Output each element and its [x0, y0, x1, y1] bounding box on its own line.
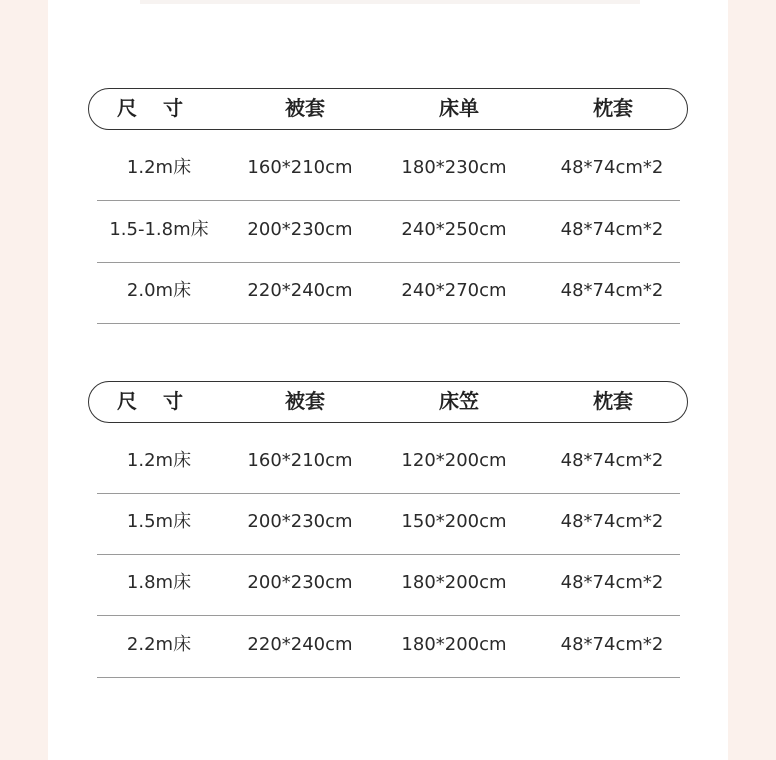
cell-duvet-cover: 160*210cm: [247, 157, 353, 178]
cell-duvet-cover: 200*230cm: [247, 219, 353, 240]
cell-fitted-sheet: 120*200cm: [401, 450, 507, 471]
cell-pillowcase: 48*74cm*2: [560, 511, 664, 532]
table-row: [97, 431, 680, 494]
table2-header-size: 尺寸: [117, 389, 209, 413]
cell-size: 1.5m床: [126, 511, 192, 532]
cell-size: 1.2m床: [126, 157, 192, 178]
cell-fitted-sheet: 150*200cm: [401, 511, 507, 532]
cell-pillowcase: 48*74cm*2: [560, 450, 664, 471]
table2-header-fitted-sheet: 床笠: [439, 389, 479, 413]
cell-size: 1.8m床: [126, 572, 192, 593]
table1-header-duvet-cover: 被套: [285, 96, 325, 120]
table1-header-pillowcase: 枕套: [593, 96, 633, 120]
cell-pillowcase: 48*74cm*2: [560, 219, 664, 240]
cell-fitted-sheet: 180*200cm: [401, 572, 507, 593]
cell-pillowcase: 48*74cm*2: [560, 572, 664, 593]
table-row: [97, 200, 680, 263]
cell-bed-sheet: 180*230cm: [401, 157, 507, 178]
table-row: [97, 261, 680, 324]
cell-pillowcase: 48*74cm*2: [560, 157, 664, 178]
table2-header-duvet-cover: 被套: [285, 389, 325, 413]
table-row: [97, 492, 680, 555]
cell-pillowcase: 48*74cm*2: [560, 634, 664, 655]
table1-header-bed-sheet: 床单: [439, 96, 479, 120]
cell-pillowcase: 48*74cm*2: [560, 280, 664, 301]
cell-size: 1.5-1.8m床: [109, 219, 209, 240]
cell-size: 2.2m床: [126, 634, 192, 655]
cell-duvet-cover: 160*210cm: [247, 450, 353, 471]
table2-header-pillowcase: 枕套: [593, 389, 633, 413]
table2-header: [88, 381, 688, 423]
table-row: [97, 615, 680, 678]
cell-size: 1.2m床: [126, 450, 192, 471]
cell-size: 2.0m床: [126, 280, 192, 301]
cell-bed-sheet: 240*250cm: [401, 219, 507, 240]
table-row: [97, 553, 680, 616]
cell-fitted-sheet: 180*200cm: [401, 634, 507, 655]
cell-duvet-cover: 200*230cm: [247, 572, 353, 593]
table1-header-size: 尺寸: [117, 96, 209, 120]
cell-duvet-cover: 200*230cm: [247, 511, 353, 532]
cell-duvet-cover: 220*240cm: [247, 634, 353, 655]
top-divider: [140, 0, 640, 4]
table1-header: [88, 88, 688, 130]
cell-duvet-cover: 220*240cm: [247, 280, 353, 301]
table-row: [97, 138, 680, 201]
cell-bed-sheet: 240*270cm: [401, 280, 507, 301]
